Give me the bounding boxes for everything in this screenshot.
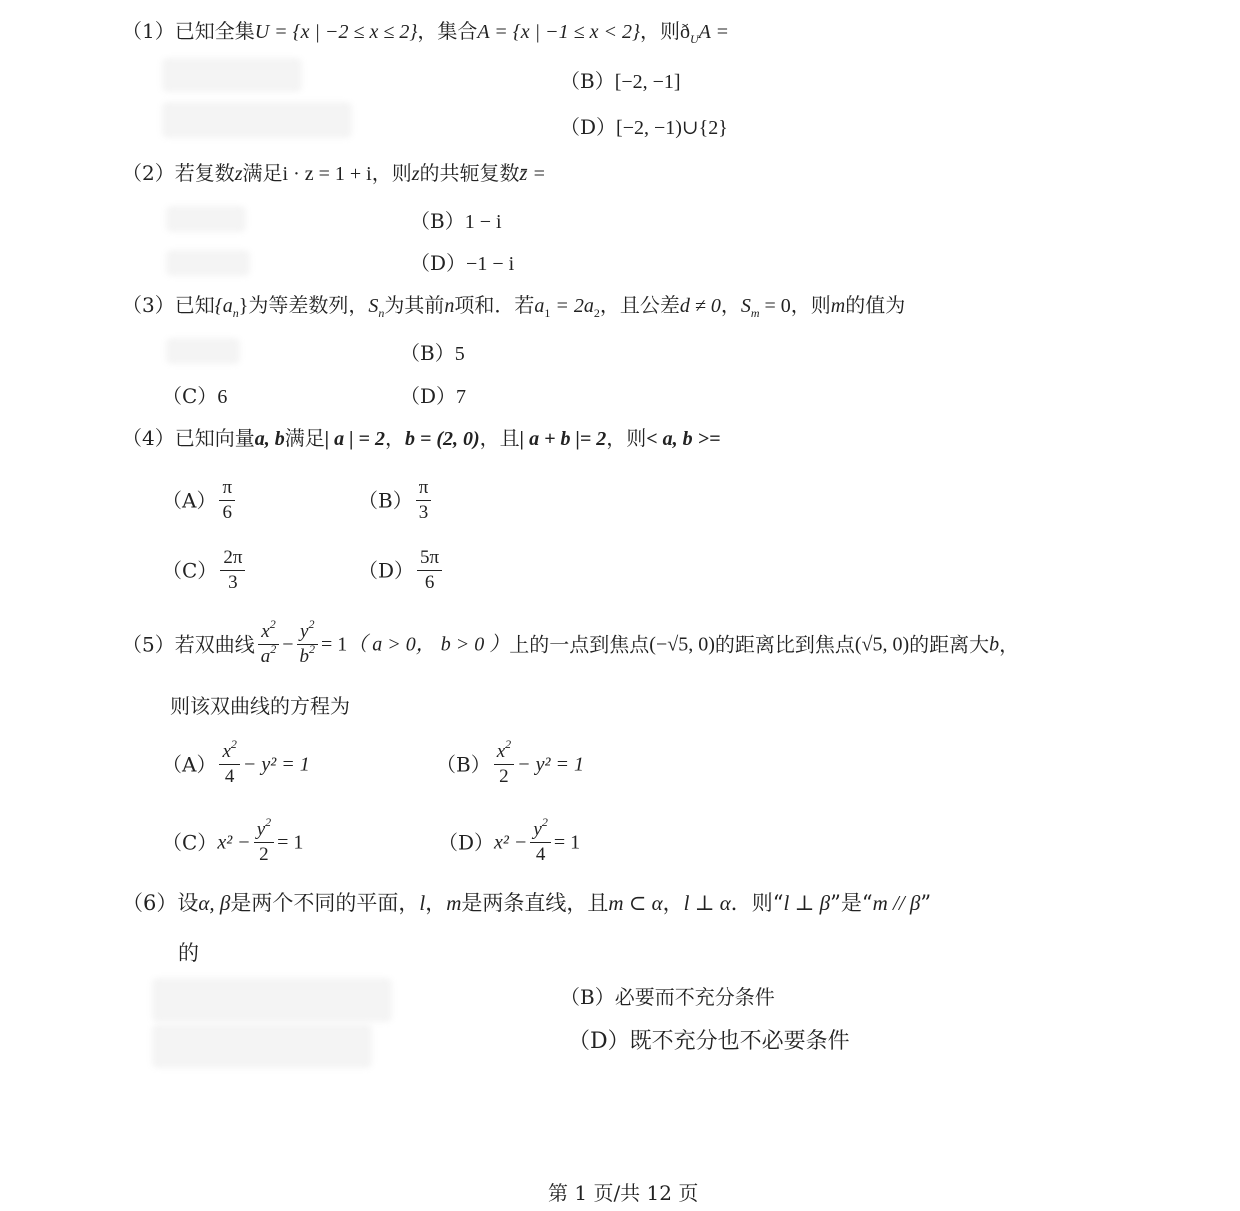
option-b: （B）1 − i: [410, 209, 502, 233]
fraction: $\frac{y^2}{2}$: [254, 818, 274, 867]
blurred-option-region: [166, 250, 250, 276]
option-d: （D）既不充分也不必要条件: [568, 1029, 850, 1054]
question-number: （5）: [122, 632, 175, 657]
page-footer: 第 1 页/共 12 页: [548, 1181, 699, 1205]
option-d: （D）7: [400, 384, 467, 408]
option-c: （C） $\frac{2\pi}{3}$: [162, 546, 248, 595]
blurred-option-region: [162, 102, 352, 138]
blurred-option-region: [152, 978, 392, 1022]
fraction: $\frac{\pi}{6}$: [219, 476, 235, 525]
option-b: （B）5: [400, 341, 465, 365]
question-6-line-2: 的: [178, 941, 199, 965]
blurred-option-region: [162, 58, 302, 92]
question-5-line-2: 则该双曲线的方程为: [170, 694, 350, 718]
question-5: （5）若双曲线 $\frac{x^2}{a^2}$ − $\frac{y^2}{b^2}$ = 1（ a > 0， b > 0 ）上的一点到焦点(−√5, 0)的距离比到焦点(√5, 0)的距离大b，: [122, 617, 1020, 667]
option-d: （D）x² − $\frac{y^2}{4}$ = 1: [438, 815, 581, 865]
question-number: （3）: [122, 293, 175, 317]
blurred-option-region: [152, 1024, 372, 1068]
option-b: （B）必要而不充分条件: [560, 985, 775, 1009]
option-b: （B）[−2, −1]: [560, 69, 681, 93]
fraction: $\frac{y^2}{b^2}$: [297, 620, 319, 669]
option-b: （B） $\frac{\pi}{3}$: [358, 476, 434, 525]
fraction: $\frac{x^2}{2}$: [494, 740, 514, 789]
option-c: （C）6: [162, 384, 228, 408]
option-b: （B） $\frac{x^2}{2}$ − y² = 1: [436, 737, 585, 787]
question-3: （3）已知$\{a_n\}$为等差数列，$S_n$为其前n项和．若$a_1 = 2a_2$，且公差d ≠ 0，$S_m = 0$，则m的值为: [122, 293, 906, 320]
fraction: $\frac{\pi}{3}$: [416, 476, 432, 525]
blurred-option-region: [166, 206, 246, 232]
fraction: $\frac{5\pi}{6}$: [417, 546, 442, 595]
question-2: （2）若复数z满足i · z = 1 + i，则z的共轭复数z̄ =: [122, 161, 546, 185]
fraction: $\frac{x^2}{4}$: [219, 740, 239, 789]
option-d: （D） $\frac{5\pi}{6}$: [358, 546, 445, 595]
fraction: $\frac{2\pi}{3}$: [220, 546, 245, 595]
option-d: （D）[−2, −1)∪{2}: [560, 115, 728, 139]
option-a: （A） $\frac{x^2}{4}$ − y² = 1: [162, 737, 310, 787]
question-number: （1）: [122, 19, 175, 43]
question-4: （4）已知向量a, b满足| a | = 2，b = (2, 0)，且| a + b |= 2，则< a, b >=: [122, 426, 721, 450]
blurred-option-region: [166, 338, 240, 364]
question-1: （1）已知全集U = {x | −2 ≤ x ≤ 2}，集合A = {x | −1 ≤ x < 2}，则$ð_UA$ =: [122, 19, 729, 46]
question-number: （2）: [122, 161, 175, 185]
option-c: （C）x² − $\frac{y^2}{2}$ = 1: [162, 815, 304, 865]
fraction: $\frac{x^2}{a^2}$: [258, 620, 280, 669]
question-6: （6）设α, β是两个不同的平面，l，m是两条直线，且m ⊂ α，l ⊥ α．则“l ⊥ β”是“m // β”: [122, 891, 932, 915]
option-d: （D）−1 − i: [410, 251, 515, 275]
question-number: （4）: [122, 426, 175, 450]
fraction: $\frac{y^2}{4}$: [530, 818, 550, 867]
option-a: （A） $\frac{\pi}{6}$: [162, 476, 238, 525]
question-number: （6）: [122, 891, 178, 915]
